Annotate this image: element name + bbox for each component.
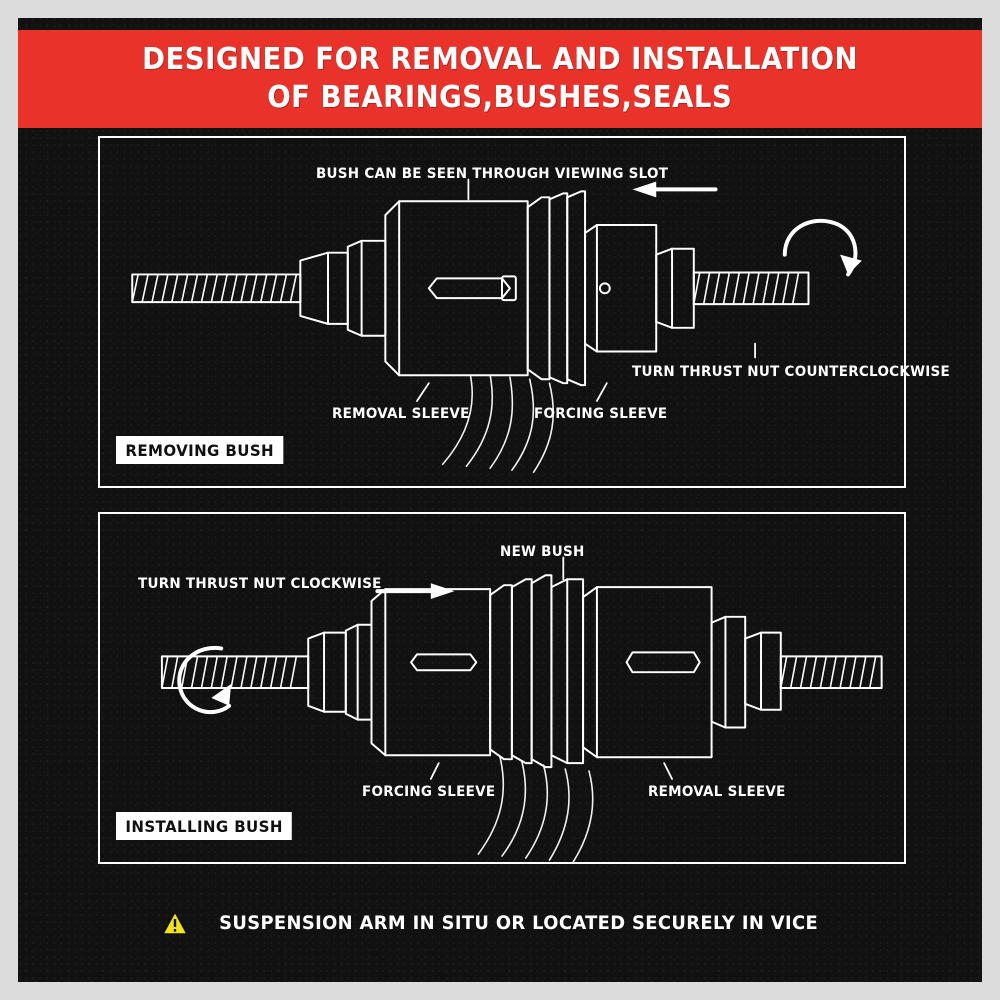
dark-board [18,18,982,982]
panel-installing-bush [98,512,906,864]
new-bush-label: NEW BUSH [500,544,585,560]
installing-bush-illustration [100,514,904,862]
removal-sleeve-label: REMOVAL SLEEVE [648,784,786,800]
forcing-sleeve-label: FORCING SLEEVE [362,784,496,800]
panel-removing-bush [98,136,951,488]
viewing-slot-label: BUSH CAN BE SEEN THROUGH VIEWING SLOT [316,166,669,182]
removal-sleeve-label: REMOVAL SLEEVE [332,406,470,422]
footer-note [18,898,982,948]
footer-text: SUSPENSION ARM IN SITU OR LOCATED SECURELY IN VICE [219,912,819,934]
removing-bush-illustration [100,138,904,486]
banner-line-1: DESIGNED FOR REMOVAL AND INSTALLATION [142,41,858,77]
header-banner [18,30,982,128]
warning-triangle-icon [162,911,188,935]
panel-tag-installing-bush: INSTALLING BUSH [116,812,292,840]
forcing-sleeve-label: FORCING SLEEVE [534,406,668,422]
banner-line-2: OF BEARINGS,BUSHES,SEALS [267,80,733,115]
thrust-nut-label: TURN THRUST NUT COUNTERCLOCKWISE [632,364,951,380]
thrust-nut-label: TURN THRUST NUT CLOCKWISE [138,576,382,592]
panel-tag-removing-bush: REMOVING BUSH [116,436,283,464]
